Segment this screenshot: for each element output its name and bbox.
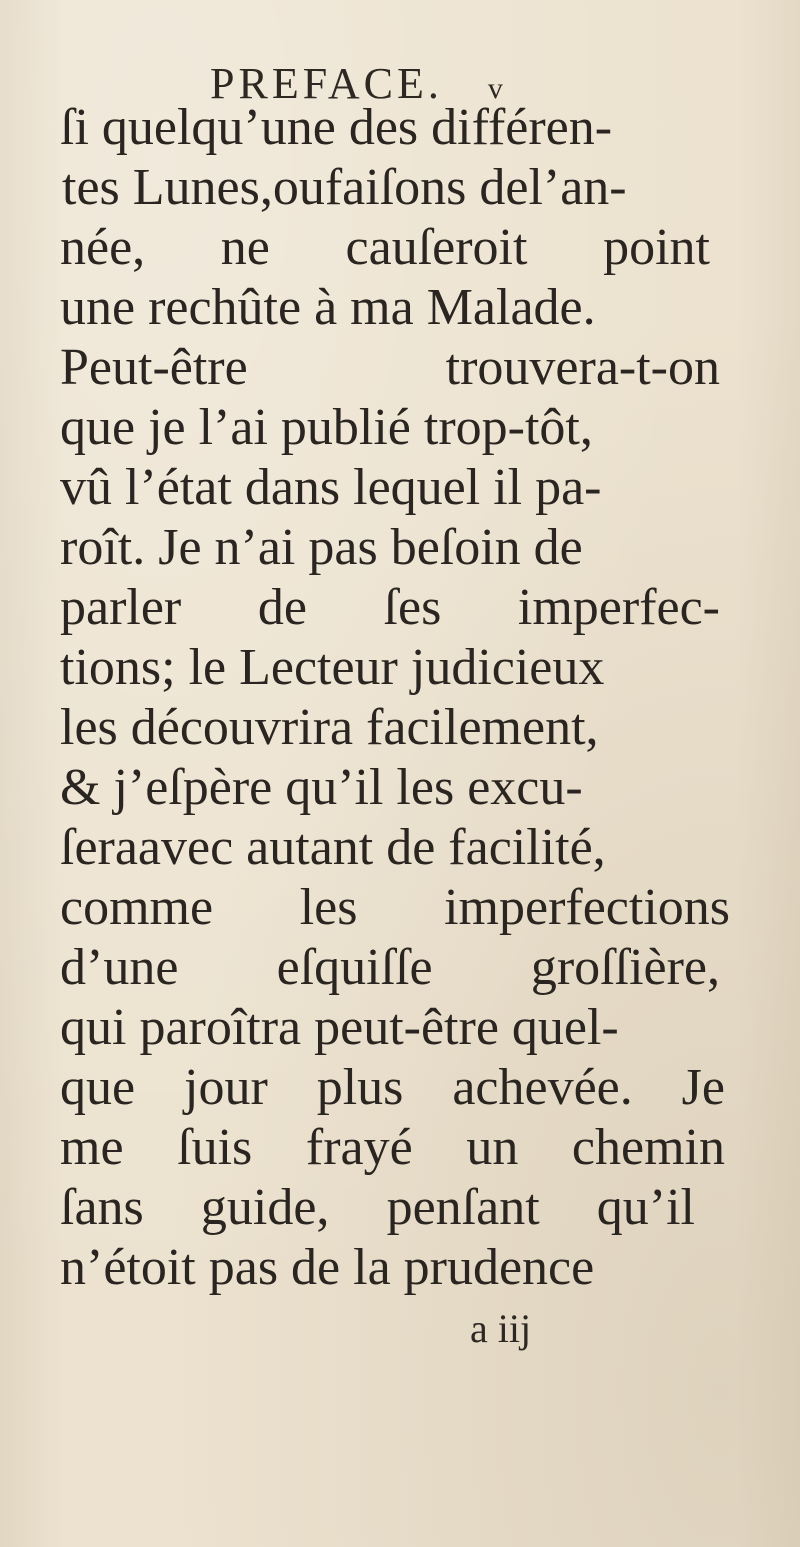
text-line: roît. Je n’ai pas beſoin de [60, 519, 583, 576]
text-line: que jour plus achevée. Je [60, 1059, 725, 1116]
text-line: vû l’état dans lequel il pa- [60, 459, 602, 516]
text-line: qui paroîtra peut-être quel- [60, 999, 619, 1056]
header-title: PREFACE. [210, 59, 443, 108]
signature-mark: v [487, 72, 503, 105]
text-line: parler de ſes imperfec- [60, 579, 720, 636]
text-line: n’étoit pas de la prudence [60, 1239, 595, 1296]
text-line: ſans guide, penſant qu’il [60, 1179, 695, 1236]
text-line: d’une eſquiſſe groſſière, [60, 939, 720, 996]
text-line: & j’eſpère qu’il les excu- [60, 759, 583, 816]
text-line: une rechûte à ma Malade. [60, 279, 596, 336]
text-line: comme les imperfections [60, 879, 730, 936]
text-line: ſi quelqu’une des différen- [60, 99, 613, 156]
text-line: que je l’ai publié trop-tôt, [60, 399, 593, 456]
text-line: tes Lunes,oufaiſons del’an- [62, 159, 627, 216]
text-line: me ſuis frayé un chemin [60, 1119, 725, 1176]
text-line: tions; le Lecteur judicieux [60, 639, 605, 696]
text-line: née, ne cauſeroit point [60, 219, 710, 276]
signature-catchword: a iij [470, 1306, 532, 1351]
text-line: ſeraavec autant de facilité, [60, 819, 606, 876]
text-line: les découvrira facilement, [60, 699, 599, 756]
text-line: Peut-être trouvera-t-on [60, 339, 720, 396]
